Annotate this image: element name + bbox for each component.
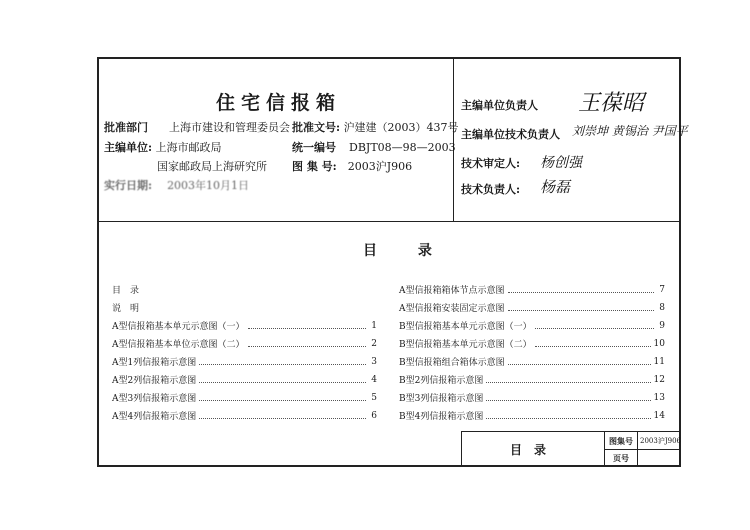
toc-item-page: 7 xyxy=(659,284,665,295)
toc-leader xyxy=(508,358,651,365)
tech-lead-signature: 杨磊 xyxy=(540,178,571,196)
toc-item-label: B型2列信报箱示意图 xyxy=(399,376,484,386)
toc-item[interactable] xyxy=(399,337,665,350)
unified-no-label: 统一编号 xyxy=(292,141,336,154)
toc-item-label: A型1列信报箱示意图 xyxy=(112,358,197,368)
toc-leader xyxy=(199,376,366,383)
atlas-no-label: 图 集 号: xyxy=(292,160,337,173)
toc-item-label: A型2列信报箱示意图 xyxy=(112,376,197,386)
toc-item-page: 14 xyxy=(653,410,665,421)
toc-leader xyxy=(199,358,366,365)
toc-item-page: 9 xyxy=(659,320,665,331)
editor-line1: 上海市邮政局 xyxy=(155,141,222,154)
toc-item-page: 3 xyxy=(371,356,377,367)
toc-item-label: A型信报箱箱体节点示意图 xyxy=(399,286,505,296)
toc-item[interactable] xyxy=(112,391,377,404)
toc-item-label: B型4列信报箱示意图 xyxy=(399,412,484,422)
toc-item-label: B型信报箱基本单元示意图（一） xyxy=(399,322,532,332)
title-block-name: 目 录 xyxy=(510,443,547,457)
toc-item-page: 6 xyxy=(371,410,377,421)
toc-leader xyxy=(486,412,650,419)
title-block-atlas-value: 2003沪J906 xyxy=(640,437,681,445)
toc-item-page: 10 xyxy=(653,338,665,349)
toc-leader xyxy=(535,322,654,329)
toc-item-page: 12 xyxy=(653,374,665,385)
title-block-atlas-label: 图集号 xyxy=(609,436,633,446)
toc-item-label: A型信报箱基本单位示意图（二） xyxy=(112,340,245,350)
toc-item-label: B型信报箱组合箱体示意图 xyxy=(399,358,505,368)
header-divider xyxy=(98,221,680,222)
tech-review-signature: 杨创强 xyxy=(540,155,582,171)
toc-item-page: 5 xyxy=(371,392,377,403)
toc-item-page: 8 xyxy=(659,302,665,313)
toc-item[interactable] xyxy=(112,373,377,386)
toc-heading: 目 录 xyxy=(363,243,450,259)
chief-signature: 王葆昭 xyxy=(578,91,645,116)
editor-label: 主编单位: xyxy=(104,141,153,154)
toc-item-label: A型3列信报箱示意图 xyxy=(112,394,197,404)
toc-item[interactable] xyxy=(112,283,377,296)
toc-leader xyxy=(508,286,654,293)
unified-no xyxy=(292,139,456,155)
toc-leader xyxy=(248,340,366,347)
tech-review-label: 技术审定人: xyxy=(461,157,521,170)
approving-dept-value: 上海市建设和管理委员会 xyxy=(169,121,290,134)
toc-item-page: 13 xyxy=(653,392,665,403)
toc-item-page: 2 xyxy=(371,338,377,349)
toc-item[interactable] xyxy=(112,319,377,332)
toc-leader xyxy=(508,304,654,311)
toc-item[interactable] xyxy=(112,337,377,350)
toc-leader xyxy=(199,412,366,419)
tech-chief-label: 主编单位技术负责人 xyxy=(461,128,560,141)
toc-item[interactable] xyxy=(399,319,665,332)
toc-item-label: B型3列信报箱示意图 xyxy=(399,394,484,404)
toc-item[interactable] xyxy=(399,283,665,296)
editor-line2: 国家邮政局上海研究所 xyxy=(157,160,267,173)
toc-item[interactable] xyxy=(399,409,665,422)
toc-item[interactable] xyxy=(112,355,377,368)
toc-item[interactable] xyxy=(112,409,377,422)
toc-leader xyxy=(199,394,366,401)
title-block-page-label: 页号 xyxy=(613,453,629,463)
toc-item-label: A型信报箱安装固定示意图 xyxy=(399,304,505,314)
toc-item-page: 1 xyxy=(371,320,377,331)
toc-item[interactable] xyxy=(399,355,665,368)
toc-item[interactable] xyxy=(112,301,377,314)
chief-label: 主编单位负责人 xyxy=(461,99,538,112)
editor-unit xyxy=(104,139,222,155)
toc-leader xyxy=(248,322,366,329)
toc-item-label: 目 录 xyxy=(112,286,140,296)
unified-no-value: DBJT08—98—2003 xyxy=(349,141,456,154)
approval-doc xyxy=(292,119,459,135)
approval-doc-label: 批准文号: xyxy=(292,121,341,134)
tech-lead-label: 技术负责人: xyxy=(461,183,521,196)
approving-dept-label: 批准部门 xyxy=(104,121,148,134)
toc-item-label: 说 明 xyxy=(112,304,140,314)
toc-item-label: A型信报箱基本单元示意图（一） xyxy=(112,322,245,332)
title-block-divider xyxy=(604,449,680,450)
approving-dept xyxy=(104,119,290,135)
toc-item-label: A型4列信报箱示意图 xyxy=(112,412,197,422)
toc-item-page: 4 xyxy=(371,374,377,385)
effective-date-label: 实行日期: xyxy=(104,179,153,192)
toc-item-page: 11 xyxy=(653,356,665,367)
effective-date xyxy=(104,177,249,193)
toc-leader xyxy=(486,394,650,401)
page-title: 住宅信报箱 xyxy=(216,92,342,114)
toc-item[interactable] xyxy=(399,391,665,404)
toc-item[interactable] xyxy=(399,301,665,314)
atlas-no xyxy=(292,158,412,174)
toc-leader xyxy=(535,340,651,347)
toc-item[interactable] xyxy=(399,373,665,386)
tech-chief-signature: 刘崇坤 黄锡治 尹国平 xyxy=(572,124,688,138)
toc-leader xyxy=(486,376,650,383)
atlas-no-value: 2003沪J906 xyxy=(347,160,413,173)
toc-item-label: B型信报箱基本单元示意图（二） xyxy=(399,340,532,350)
approval-doc-value: 沪建建（2003）437号 xyxy=(343,121,459,134)
effective-date-value: 2003年10月1日 xyxy=(167,179,250,192)
